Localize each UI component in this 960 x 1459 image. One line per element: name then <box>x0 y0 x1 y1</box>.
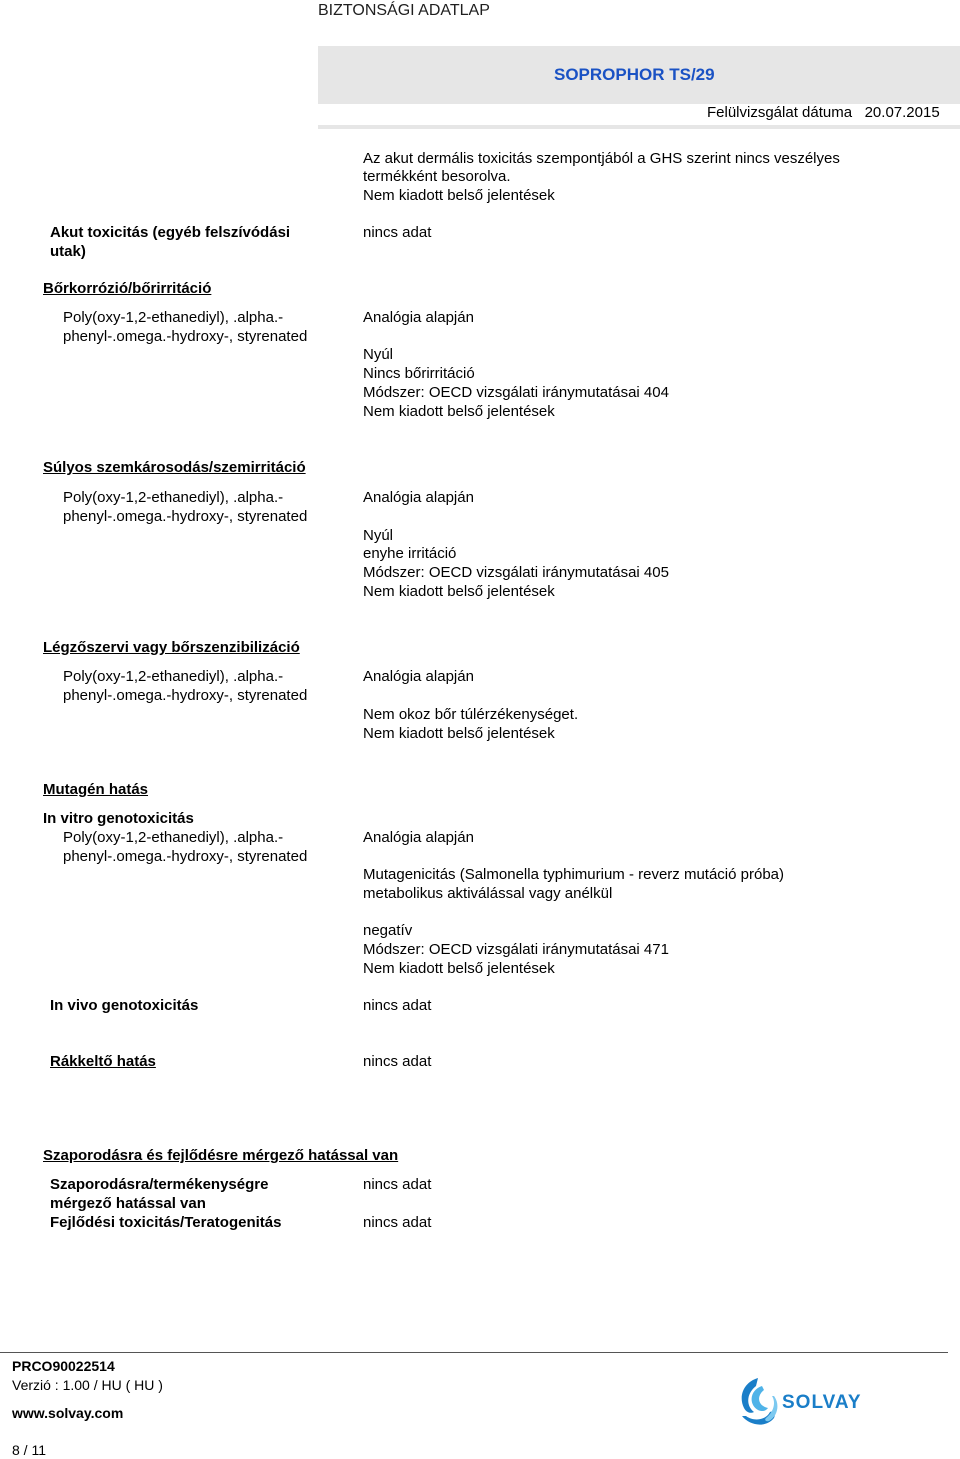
sens-substance-2: phenyl-.omega.-hydroxy-, styrenated <box>63 687 308 704</box>
skin-result-4: Módszer: OECD vizsgálati iránymutatásai 404 <box>363 384 669 401</box>
sens-result-3: Nem kiadott belső jelentések <box>363 725 555 742</box>
muta-result-4: negatív <box>363 922 413 939</box>
eye-substance-2: phenyl-.omega.-hydroxy-, styrenated <box>63 508 308 525</box>
logo-wordmark: SOLVAY <box>782 1392 862 1413</box>
muta-result-6: Nem kiadott belső jelentések <box>363 960 555 977</box>
mutagen-heading: Mutagén hatás <box>43 781 149 798</box>
eye-heading: Súlyos szemkárosodás/szemirritáció <box>43 459 306 476</box>
top-text-1: Az akut dermális toxicitás szempontjából a GHS szerint nincs veszélyes <box>363 150 840 167</box>
footer-website: www.solvay.com <box>12 1405 124 1421</box>
muta-substance-1: Poly(oxy-1,2-ethanediyl), .alpha.- <box>63 829 284 846</box>
in-vivo-value: nincs adat <box>363 997 432 1014</box>
acute-other-label-1: Akut toxicitás (egyéb felszívódási <box>50 224 291 241</box>
footer-version: Verzió : 1.00 / HU ( HU ) <box>12 1377 163 1393</box>
eye-result-5: Nem kiadott belső jelentések <box>363 583 555 600</box>
document-title: BIZTONSÁGI ADATLAP <box>318 2 490 19</box>
in-vitro-label: In vitro genotoxicitás <box>43 810 194 827</box>
footer-divider <box>0 1352 948 1353</box>
fertility-label-1: Szaporodásra/termékenységre <box>50 1176 269 1193</box>
revision-label: Felülvizsgálat dátuma <box>707 104 853 121</box>
revision-date: 20.07.2015 <box>864 104 940 121</box>
product-name: SOPROPHOR TS/29 <box>554 65 715 84</box>
muta-result-5: Módszer: OECD vizsgálati iránymutatásai 471 <box>363 941 669 958</box>
sensitisation-heading: Légzőszervi vagy bőrszenzibilizáció <box>43 639 300 656</box>
skin-substance-1: Poly(oxy-1,2-ethanediyl), .alpha.- <box>63 309 284 326</box>
footer-code: PRCO90022514 <box>12 1358 115 1374</box>
skin-result-3: Nincs bőrirritáció <box>363 365 475 382</box>
sens-substance-1: Poly(oxy-1,2-ethanediyl), .alpha.- <box>63 668 284 685</box>
acute-other-label-2: utak) <box>50 243 86 260</box>
revision-date-line <box>707 104 940 122</box>
developmental-value: nincs adat <box>363 1214 432 1231</box>
top-text-2: termékként besorolva. <box>363 168 511 185</box>
muta-result-1: Analógia alapján <box>363 829 474 846</box>
muta-result-3: metabolikus aktiválással vagy anélkül <box>363 885 613 902</box>
footer-page: 8 / 11 <box>12 1442 46 1458</box>
skin-result-2: Nyúl <box>363 346 394 363</box>
repro-heading: Szaporodásra és fejlődésre mérgező hatással van <box>43 1147 399 1164</box>
eye-result-3: enyhe irritáció <box>363 545 457 562</box>
acute-other-value: nincs adat <box>363 224 432 241</box>
eye-substance-1: Poly(oxy-1,2-ethanediyl), .alpha.- <box>63 489 284 506</box>
skin-heading: Bőrkorrózió/bőrirritáció <box>43 280 212 297</box>
top-text-3: Nem kiadott belső jelentések <box>363 187 555 204</box>
sens-result-1: Analógia alapján <box>363 668 474 685</box>
eye-result-1: Analógia alapján <box>363 489 474 506</box>
sens-result-2: Nem okoz bőr túlérzékenységet. <box>363 706 579 723</box>
muta-result-2: Mutagenicitás (Salmonella typhimurium - reverz mutáció próba) <box>363 866 784 883</box>
skin-result-5: Nem kiadott belső jelentések <box>363 403 555 420</box>
fertility-value: nincs adat <box>363 1176 432 1193</box>
eye-result-4: Módszer: OECD vizsgálati iránymutatásai 405 <box>363 564 669 581</box>
skin-result-1: Analógia alapján <box>363 309 474 326</box>
eye-result-2: Nyúl <box>363 527 394 544</box>
fertility-label-2: mérgező hatással van <box>50 1195 206 1212</box>
muta-substance-2: phenyl-.omega.-hydroxy-, styrenated <box>63 848 308 865</box>
header-divider <box>318 125 960 129</box>
carcinogenicity-value: nincs adat <box>363 1053 432 1070</box>
skin-substance-2: phenyl-.omega.-hydroxy-, styrenated <box>63 328 308 345</box>
in-vivo-label: In vivo genotoxicitás <box>50 997 199 1014</box>
carcinogenicity-label: Rákkeltő hatás <box>50 1053 156 1070</box>
developmental-label: Fejlődési toxicitás/Teratogenitás <box>50 1214 282 1231</box>
solvay-logo <box>736 1374 866 1430</box>
